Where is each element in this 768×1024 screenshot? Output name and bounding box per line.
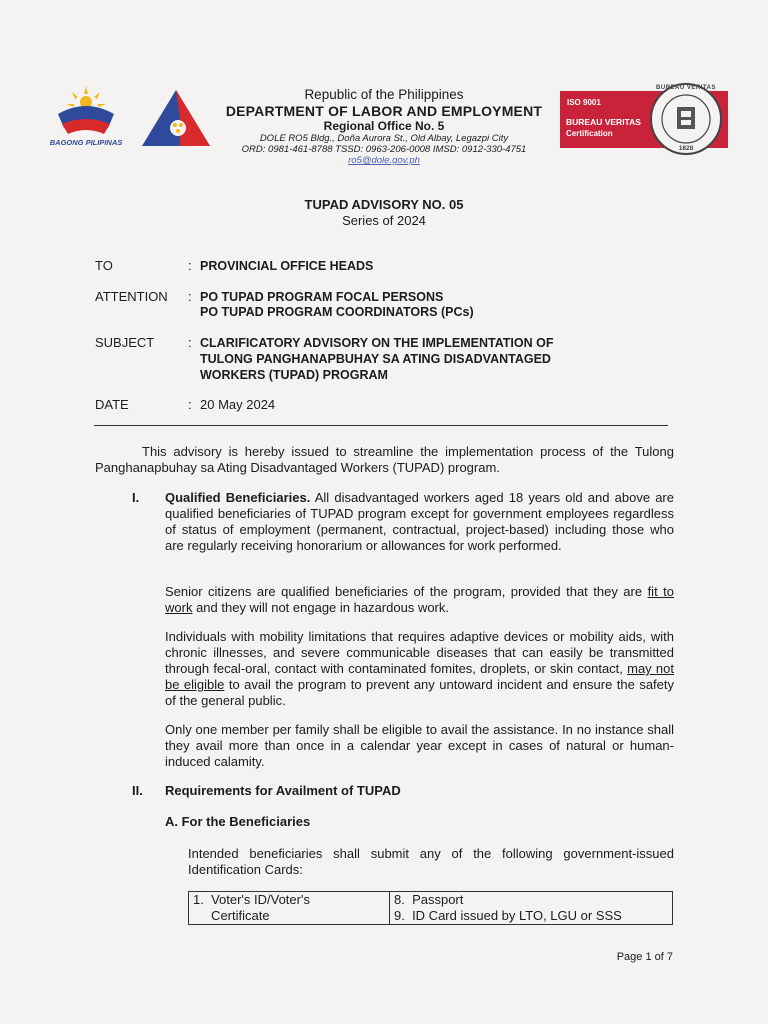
header-divider <box>94 425 668 426</box>
subject-line-2: TULONG PANGHANAPBUHAY SA ATING DISADVANTAGED <box>200 352 551 366</box>
id-item-lto-lgu-sss: 9. ID Card issued by LTO, LGU or SSS <box>394 908 622 923</box>
id-item-passport: 8. Passport <box>394 892 464 907</box>
subject-line-3: WORKERS (TUPAD) PROGRAM <box>200 368 388 382</box>
date-colon: : <box>188 397 192 412</box>
id-item-voters-cont: Certificate <box>193 908 270 923</box>
attention-colon: : <box>188 289 192 304</box>
id-cards-table <box>188 891 673 925</box>
mobility-text-pre: Individuals with mobility limitations that requires adaptive devices or mobility aids, with chronic illnesses, and severe communicable diseases that can easily be transmitted through fecal-oral, contact with contaminated fomites, droplets, or skin contact, <box>165 629 674 676</box>
section-1-number: I. <box>132 490 140 505</box>
regional-office: Regional Office No. 5 <box>323 119 445 133</box>
family-paragraph: Only one member per family shall be eligible to avail the assistance. In no instance shall they avail more than once in a calendar year except in cases of natural or human-induced calamity. <box>165 722 674 769</box>
seal-top-text: BUREAU VERITAS <box>656 85 716 91</box>
department-name: DEPARTMENT OF LABOR AND EMPLOYMENT <box>225 103 543 119</box>
senior-fit-to-work: fit to work <box>165 584 674 615</box>
attention-label: ATTENTION <box>95 289 168 304</box>
id-item-voters: 1. Voter's ID/Voter's <box>193 892 310 907</box>
mobility-text-post: to avail the program to prevent any untoward incident and ensure the safety of the general public. <box>165 677 674 708</box>
bagong-pilipinas-text: BAGONG PILIPINAS <box>49 138 123 147</box>
section-1-title: Qualified Beneficiaries. <box>165 490 311 505</box>
date-value: 20 May 2024 <box>200 397 276 412</box>
table-row <box>189 892 673 925</box>
subsection-a-paragraph: Intended beneficiaries shall submit any of the following government-issued Identification Cards: <box>188 846 674 877</box>
senior-text-post: and they will not engage in hazardous work. <box>192 600 449 615</box>
section-2-number: II. <box>132 783 143 798</box>
subsection-a-title: A. For the Beneficiaries <box>165 814 311 829</box>
date-label: DATE <box>95 397 129 412</box>
attention-line-1: PO TUPAD PROGRAM FOCAL PERSONS <box>200 290 444 304</box>
senior-paragraph <box>165 584 674 616</box>
bureau-veritas-label: BUREAU VERITAS <box>566 117 641 127</box>
subject-label: SUBJECT <box>95 335 155 350</box>
table-cell <box>189 892 390 925</box>
section-1-paragraph <box>165 490 674 554</box>
intro-paragraph: This advisory is hereby issued to streamline the implementation process of the Tulong Panghanapbuhay sa Ating Disadvantaged Workers (TUPAD) program. <box>95 444 674 475</box>
to-label: TO <box>95 258 113 273</box>
advisory-series: Series of 2024 <box>342 213 426 228</box>
republic-line: Republic of the Philippines <box>304 87 464 102</box>
mobility-paragraph <box>165 629 674 709</box>
table-cell <box>390 892 673 925</box>
to-colon: : <box>188 258 192 273</box>
attention-line-2: PO TUPAD PROGRAM COORDINATORS (PCs) <box>200 305 474 319</box>
page-number: Page 1 of 7 <box>616 951 673 963</box>
seal-year-text: 1828 <box>678 145 694 152</box>
certification-label: Certification <box>566 129 613 138</box>
office-address: DOLE RO5 Bldg., Doña Aurora St., Old Albay, Legazpi City <box>259 133 509 144</box>
office-email-link[interactable]: ro5@dole.gov.ph <box>348 155 420 166</box>
subject-line-1: CLARIFICATORY ADVISORY ON THE IMPLEMENTATION OF <box>200 336 554 350</box>
section-2-title: Requirements for Availment of TUPAD <box>165 783 401 798</box>
senior-text-pre: Senior citizens are qualified beneficiaries of the program, provided that they are <box>165 584 648 599</box>
mobility-not-eligible: may not be eligible <box>165 661 674 692</box>
to-value: PROVINCIAL OFFICE HEADS <box>200 259 374 273</box>
section-1-text: All disadvantaged workers aged 18 years old and above are qualified beneficiaries of TUPAD program except for government employees regardless of status of employment (permanent, contractual, project-based) including those who are regularly receiving honorarium or allowances for work performed. <box>165 490 674 553</box>
office-contacts: ORD: 0981-461-8788 TSSD: 0963-206-0008 IMSD: 0912-330-4751 <box>241 144 527 155</box>
subject-colon: : <box>188 335 192 350</box>
iso-label: ISO 9001 <box>567 98 601 107</box>
advisory-number: TUPAD ADVISORY NO. 05 <box>304 197 464 212</box>
